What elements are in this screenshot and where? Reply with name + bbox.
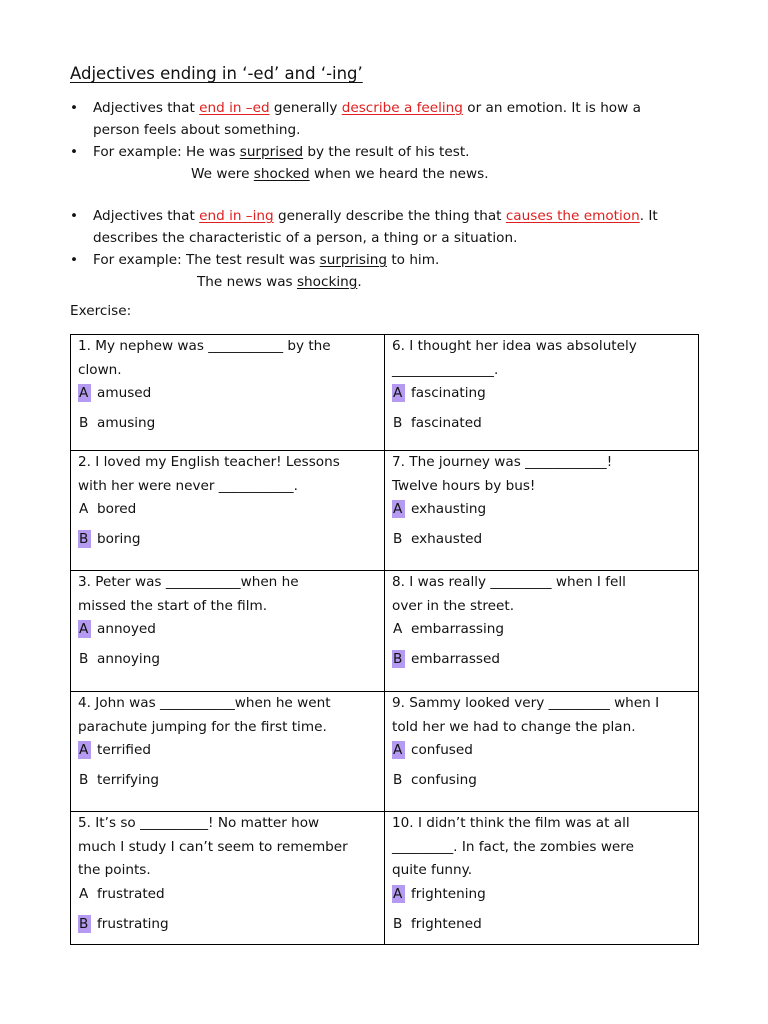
text: . It [639,208,658,224]
option-text: fascinating [411,385,486,401]
question-text: over in the street. [392,597,515,614]
question-text: 2. I loved my English teacher! Lessons [78,454,340,470]
question-text: 7. The journey was ____________! [392,454,613,470]
page-title: Adjectives ending in ‘-ed’ and ‘-ing’ [70,64,363,83]
question-cell [385,692,699,812]
option-text: amused [97,385,152,401]
option-a[interactable] [392,618,691,640]
option-b[interactable] [392,913,691,935]
text: describes the characteristic of a person, a thing or a situation. [93,230,518,246]
text: when we heard the news. [309,166,489,182]
question-text: missed the start of the film. [78,597,268,614]
underlined-word: surprising [319,252,388,268]
option-letter: B [393,772,403,788]
option-letter: A [78,384,91,402]
explanation-bullets [70,97,710,293]
option-letter: A [392,384,405,402]
option-text: frightened [411,915,482,932]
example-line [70,163,710,185]
option-text: confused [411,742,473,758]
bullet-ing-rule [70,205,710,249]
question-cell [71,812,385,945]
text: or an emotion. It is how a [462,100,641,116]
option-text: bored [97,501,137,517]
option-text: frustrated [97,885,165,902]
question-cell [385,451,699,571]
option-a[interactable] [392,739,691,761]
option-b[interactable] [78,412,377,434]
text: We were [191,166,254,182]
option-letter: A [78,620,91,638]
option-letter: A [393,621,403,637]
text: . [357,274,362,290]
option-letter: B [79,415,89,431]
table-row [71,812,699,945]
question-text: told her we had to change the plan. [392,718,636,735]
option-a[interactable] [78,883,377,905]
question-text: 4. John was ___________when he went [78,695,331,711]
option-letter: A [392,885,405,903]
text: The news was [197,274,297,290]
option-text: fascinated [411,415,482,431]
option-text: frightening [411,885,486,902]
bullet-ed-example [70,141,710,163]
option-a[interactable] [392,883,691,905]
question-text: much I study I can’t seem to remember [78,838,348,855]
question-text: 9. Sammy looked very _________ when I [392,695,660,711]
question-text: parachute jumping for the first time. [78,718,327,735]
option-text: frustrating [97,915,169,932]
question-text: _________. In fact, the zombies were [392,838,634,855]
option-letter: B [79,772,89,788]
question-cell [385,571,699,692]
bullet-ed-rule [70,97,710,141]
underlined-word: shocked [253,166,310,182]
text: Adjectives that [93,208,200,224]
option-text: exhausting [411,501,487,517]
option-b[interactable] [78,769,377,791]
text: by the result of his test. [303,144,470,160]
option-text: embarrassing [411,621,505,637]
option-text: annoying [97,651,160,667]
bullet-ing-example [70,249,710,271]
table-row [71,451,699,571]
text: Adjectives that [93,100,200,116]
text: For example: The test result was [93,252,320,268]
option-letter: A [79,885,89,902]
question-cell [385,335,699,451]
question-text: Twelve hours by bus! [392,477,536,494]
option-text: confusing [411,772,477,788]
question-text: 6. I thought her idea was absolutely [392,338,637,354]
option-letter: A [392,741,405,759]
option-letter: B [78,530,91,548]
question-cell [71,692,385,812]
option-letter: B [79,651,89,667]
option-b[interactable] [392,412,691,434]
option-b[interactable] [78,913,377,935]
option-text: annoyed [97,621,156,637]
question-text: the points. [78,862,151,878]
option-letter: A [79,501,89,517]
question-text: 1. My nephew was ___________ by the [78,338,331,354]
exercise-table [70,334,699,945]
option-a[interactable] [78,739,377,761]
highlight-red-text: causes the emotion [505,208,640,224]
question-text: 8. I was really _________ when I fell [392,574,626,590]
option-b[interactable] [78,648,377,670]
option-text: exhausted [411,531,483,547]
question-text: 10. I didn’t think the film was at all [392,815,630,831]
question-text: clown. [78,361,122,378]
option-text: terrifying [97,772,160,788]
question-cell [71,451,385,571]
option-text: terrified [97,742,151,758]
text: to him. [387,252,440,268]
question-text: 5. It’s so __________! No matter how [78,815,320,831]
option-b[interactable] [392,648,691,670]
option-letter: A [392,500,405,518]
table-row [71,571,699,692]
text: generally describe the thing that [273,208,506,224]
option-a[interactable] [392,382,691,404]
option-text: amusing [97,415,156,431]
option-letter: B [392,650,405,668]
text: generally [269,100,342,116]
underlined-word: surprised [239,144,304,160]
question-cell [71,335,385,451]
question-cell [385,812,699,945]
text: For example: He was [93,144,240,160]
option-letter: B [393,415,403,431]
option-letter: B [393,915,403,932]
table-row [71,692,699,812]
exercise-label: Exercise: [70,303,132,319]
question-text: _______________. [392,361,499,378]
option-a[interactable] [78,498,377,520]
question-text: 3. Peter was ___________when he [78,574,299,590]
question-text: with her were never ___________. [78,477,298,494]
underlined-word: shocking [296,274,358,290]
option-b[interactable] [392,528,691,550]
question-cell [71,571,385,692]
option-letter: B [78,915,91,933]
highlight-red-text: describe a feeling [341,100,463,116]
text: person feels about something. [93,122,301,138]
highlight-red-text: end in –ing [199,208,274,224]
option-a[interactable] [392,498,691,520]
option-text: boring [97,531,141,547]
question-text: quite funny. [392,862,473,878]
option-a[interactable] [78,618,377,640]
highlight-red-text: end in –ed [199,100,270,116]
option-b[interactable] [78,528,377,550]
table-row [71,335,699,451]
option-b[interactable] [392,769,691,791]
example-line [70,271,710,293]
option-letter: B [393,531,403,547]
option-a[interactable] [78,382,377,404]
option-letter: A [78,741,91,759]
option-text: embarrassed [411,651,500,667]
